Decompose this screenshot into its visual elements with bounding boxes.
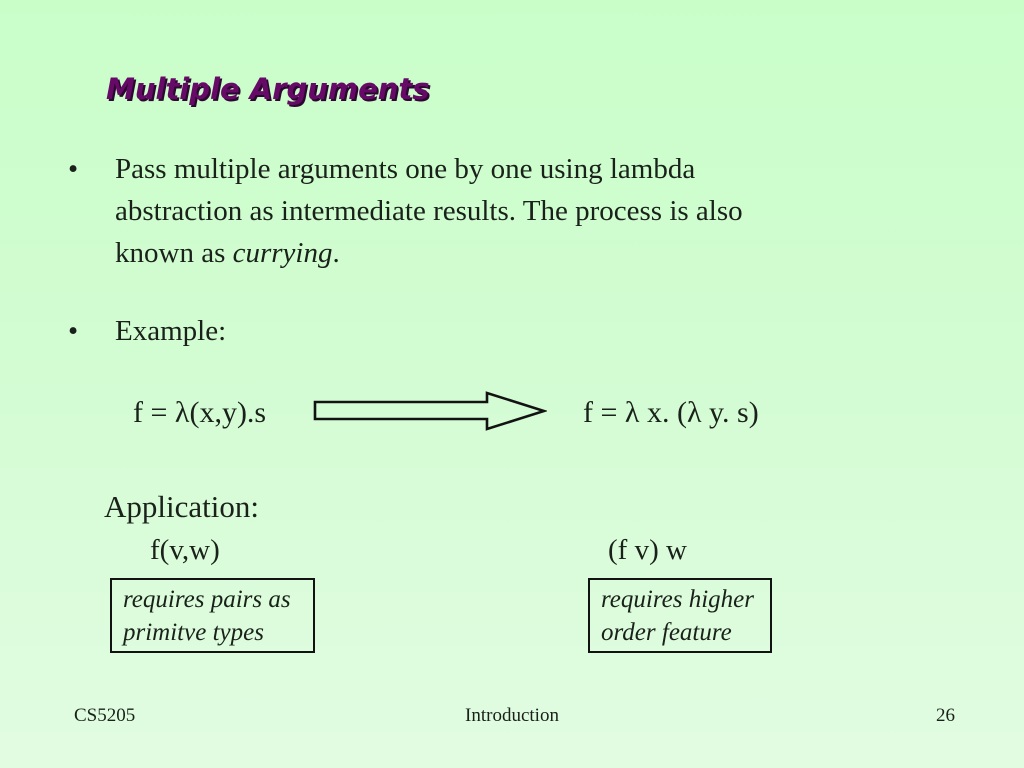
block-arrow-icon xyxy=(313,390,547,432)
bullet-line-2: abstraction as intermediate results. The process is also xyxy=(115,195,743,227)
application-expr-tupled: f(v,w) xyxy=(150,534,220,566)
bullet-item-example xyxy=(68,310,915,352)
bullet-text-example: Example: xyxy=(115,315,227,347)
note-line: requires higher xyxy=(601,586,754,613)
bullet-line-1: Pass multiple arguments one by one using lambda xyxy=(115,153,696,185)
note-line: requires pairs as xyxy=(123,586,291,613)
bullet-item-currying xyxy=(68,148,915,274)
formula-curried: f = λ x. (λ y. s) xyxy=(583,396,759,429)
bullet-line-3-italic-word: currying xyxy=(232,237,333,269)
footer-section-title: Introduction xyxy=(465,705,559,726)
note-box-higher-order xyxy=(588,578,772,653)
footer-course-code: CS5205 xyxy=(74,705,136,726)
bullet-marker: • xyxy=(68,315,79,347)
note-box-pairs xyxy=(110,578,315,653)
application-label: Application: xyxy=(104,489,259,524)
note-line: primitve types xyxy=(123,619,264,646)
slide-title: Multiple Arguments xyxy=(106,72,430,106)
bullet-marker: • xyxy=(68,153,79,185)
bullet-line-3-after: . xyxy=(332,237,340,269)
footer-page-number: 26 xyxy=(936,705,955,726)
note-line: order feature xyxy=(601,619,732,646)
bullet-text-currying xyxy=(115,148,915,274)
bullet-line-3-before: known as xyxy=(115,237,233,269)
formula-tupled: f = λ(x,y).s xyxy=(133,396,267,429)
application-expr-curried: (f v) w xyxy=(608,534,687,566)
